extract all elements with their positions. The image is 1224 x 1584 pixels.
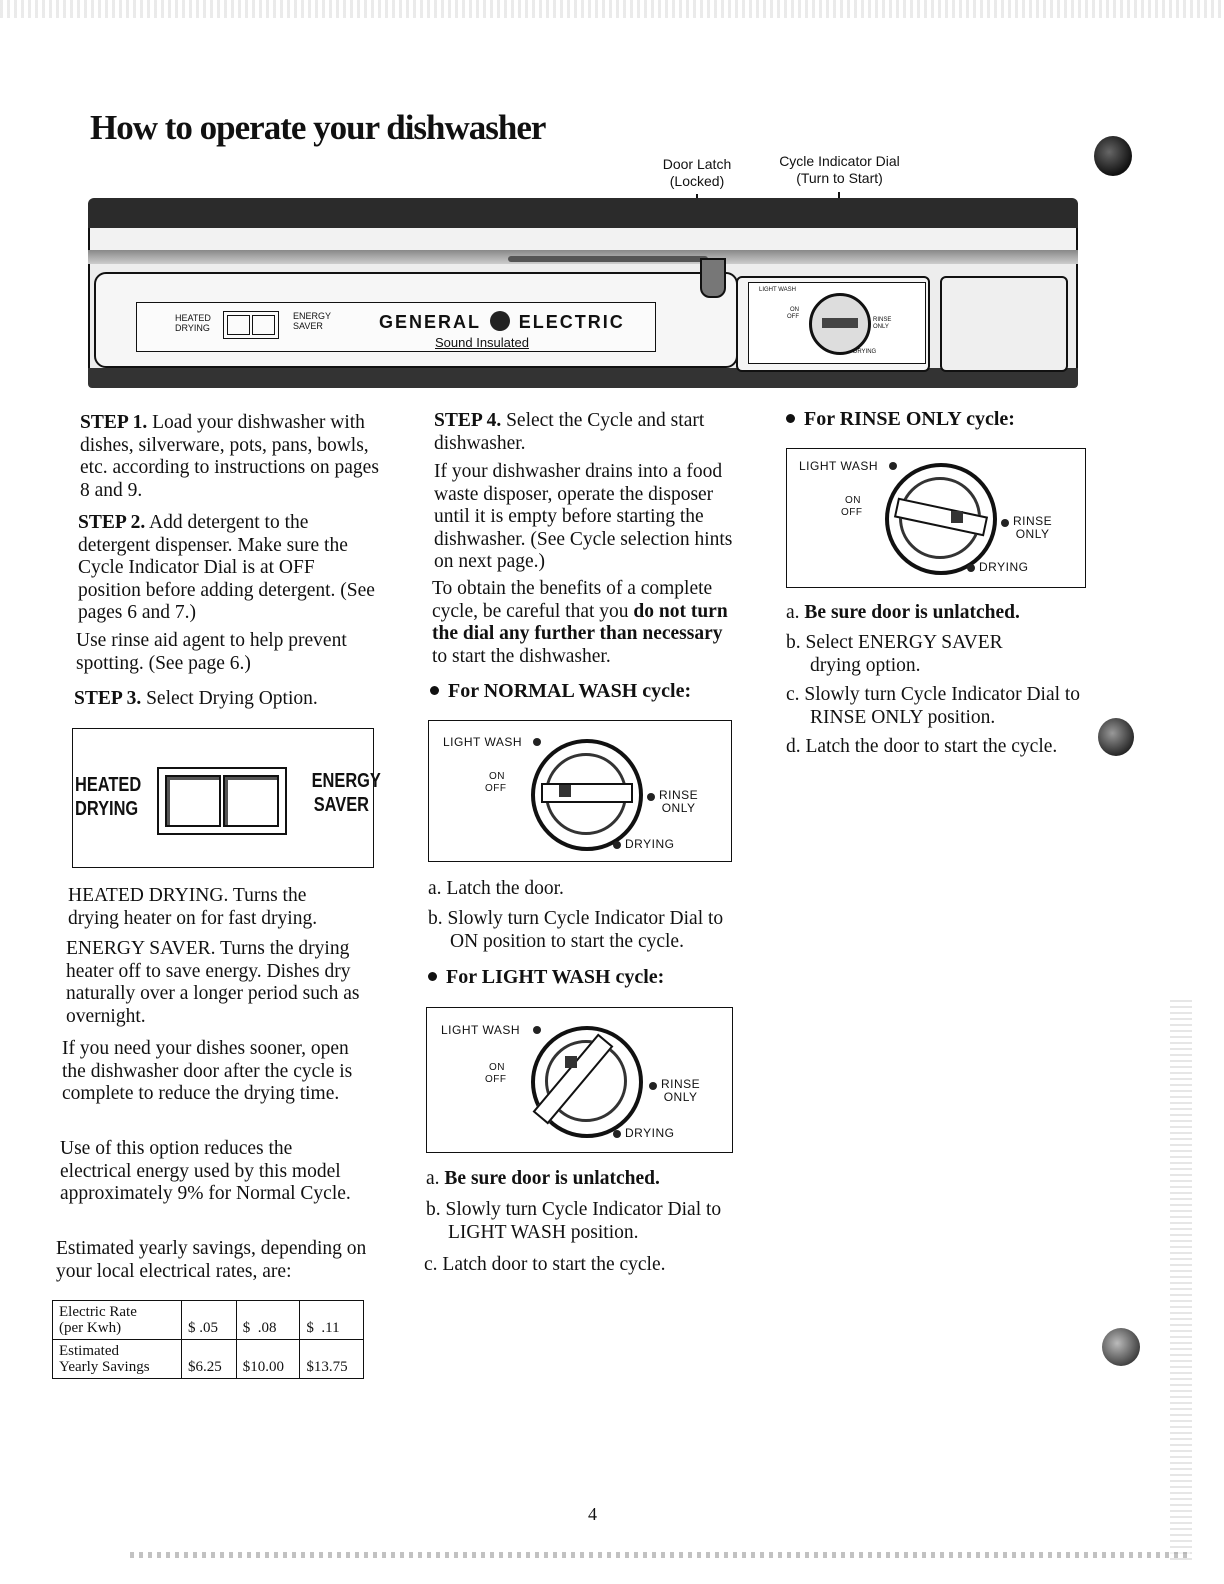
dial-rinse-label: RINSE ONLY [1013,514,1053,541]
panel-dial-light-wash: LIGHT WASH [759,287,797,293]
normal-step-b: b. Slowly turn Cycle Indicator Dial to ON position to start the cycle. [428,908,724,952]
light-dial-knob [531,1026,643,1138]
reduces-energy-paragraph: Use of this option reduces the electrical energy used by this model approximately 9% for Normal Cycle. [60,1138,351,1204]
dial-rinse-label: RINSE ONLY [661,1077,701,1104]
table-cell: $ .05 [182,1301,237,1340]
dial-drying-label: DRYING [979,560,1029,574]
rinse-step-b: b. Select ENERGY SAVER drying option. [786,632,1003,676]
cycle-dial-callout: Cycle Indicator Dial (Turn to Start) [779,153,900,186]
drying-options-diagram [72,728,381,868]
table-cell: $10.00 [236,1340,300,1379]
light-wash-dot [889,462,897,470]
panel-label-plate [136,302,656,352]
opt-heated-label: HEATED DRYING [75,774,142,820]
step4-paragraph: STEP 4. Select the Cycle and start dishwasher. [434,410,705,454]
drying-dot [967,564,975,572]
dial-on-label: ON [489,1062,505,1073]
normal-step-a: a. Latch the door. [428,878,564,899]
step1-paragraph: STEP 1. Load your dishwasher with dishes, silverware, pots, pans, bowls, etc. according to instructions on pages 8 and 9. [80,412,379,501]
dishes-sooner-paragraph: If you need your dishes sooner, open the dishwasher door after the cycle is complete to reduce the drying time. [62,1038,353,1104]
step2-paragraph: STEP 2. Add detergent to the detergent dispenser. Make sure the Cycle Indicator Dial is at OFF position before adding detergent. (See pages 6 and 7.) [78,512,375,623]
panel-right-housing [940,276,1068,372]
rinse-step-d: d. Latch the door to start the cycle. [786,736,1058,757]
savings-table [52,1300,364,1379]
step3-paragraph: STEP 3. Select Drying Option. [74,688,318,709]
panel-dial-knob [809,293,871,355]
dial-light-wash-label: LIGHT WASH [441,1023,521,1037]
binder-hole-bottom [1102,1328,1140,1366]
table-cell: $ .11 [300,1301,364,1340]
energy-saver-desc: ENERGY SAVER. Turns the drying heater off to save energy. Dishes dry naturally over a longer period such as overnight. [66,938,360,1027]
panel-energy-label: ENERGY SAVER [293,311,332,331]
panel-top-strip [88,198,1078,228]
panel-dial-drying: DRYING [853,349,877,355]
rinse-dial-knob [885,463,997,575]
rinse-step-a: a. Be sure door is unlatched. [786,602,1020,623]
ge-monogram-icon [490,311,510,331]
bullet-icon [430,686,439,695]
page-title: How to operate your dishwasher [90,108,546,147]
panel-heated-label: HEATED DRYING [175,313,211,333]
light-step-b: b. Slowly turn Cycle Indicator Dial to LIGHT WASH position. [426,1199,722,1243]
benefits-paragraph: To obtain the benefits of a complete cycle, be careful that you do not turn the dial any further than necessary to start the dishwasher. [432,578,728,667]
rinse-aid-paragraph: Use rinse aid agent to help prevent spotting. (See page 6.) [76,630,347,674]
table-cell: $13.75 [300,1340,364,1379]
bullet-icon [786,414,795,423]
rinse-step-c: c. Slowly turn Cycle Indicator Dial to RINSE ONLY position. [786,684,1081,728]
dial-on-label: ON [845,495,861,506]
door-latch-handle [508,256,708,262]
light-wash-dot [533,1026,541,1034]
table-cell: $6.25 [182,1340,237,1379]
rinse-only-heading: For RINSE ONLY cycle: [786,408,1015,431]
rinse-dot [647,793,655,801]
table-row [53,1301,364,1340]
normal-wash-heading: For NORMAL WASH cycle: [430,680,691,703]
light-wash-dot [533,738,541,746]
table-row [53,1340,364,1379]
dial-drying-label: DRYING [625,837,675,851]
table-cell: Electric Rate (per Kwh) [53,1301,182,1340]
disposer-paragraph: If your dishwasher drains into a food waste disposer, operate the disposer until it is empty before starting the dishwasher. (See Cycle selection hints on next page.) [434,461,733,572]
rinse-dot [649,1082,657,1090]
binder-hole-top [1094,136,1132,176]
sound-insulated-label: Sound Insulated [435,335,529,350]
dial-light-wash-label: LIGHT WASH [443,735,523,749]
panel-lip [88,228,1078,250]
normal-wash-dial-diagram [428,720,732,862]
top-scan-border [0,0,1224,18]
panel-bottom-strip [88,368,1078,388]
opt-energy-label: ENERGY SAVER [311,770,381,816]
light-step-a: a. Be sure door is unlatched. [426,1168,660,1189]
dial-off-label: OFF [841,507,863,518]
panel-dial-on-off: ON OFF [787,307,799,320]
right-edge-scan [1170,1000,1192,1560]
binder-hole-middle [1098,718,1134,756]
dial-off-label: OFF [485,783,507,794]
normal-dial-knob [531,739,643,851]
panel-drying-buttons [223,311,279,339]
rinse-only-dial-diagram [786,448,1086,588]
light-step-c: c. Latch door to start the cycle. [424,1254,666,1275]
bottom-scan-border [130,1552,1190,1558]
brand-logo: GENERAL ELECTRIC [379,312,625,332]
table-cell: $ .08 [236,1301,300,1340]
page-number: 4 [588,1504,597,1524]
dial-rinse-label: RINSE ONLY [659,788,699,815]
light-wash-dial-diagram [426,1007,733,1153]
door-latch-knob [700,258,726,298]
table-cell: Estimated Yearly Savings [53,1340,182,1379]
dial-light-wash-label: LIGHT WASH [799,459,879,473]
dial-on-label: ON [489,771,505,782]
heated-drying-button [157,767,287,835]
panel-dial-plate [748,282,926,364]
light-wash-heading: For LIGHT WASH cycle: [428,966,664,989]
rinse-dot [1001,519,1009,527]
bullet-icon [428,972,437,981]
control-panel-illustration [88,198,1078,390]
door-latch-callout: Door Latch (Locked) [662,156,732,189]
estimated-savings-paragraph: Estimated yearly savings, depending on your local electrical rates, are: [56,1238,367,1282]
drying-dot [613,1130,621,1138]
heated-drying-desc: HEATED DRYING. Turns the drying heater on for fast drying. [68,885,318,929]
panel-dial-rinse: RINSE ONLY [873,317,892,330]
dial-drying-label: DRYING [625,1126,675,1140]
dial-off-label: OFF [485,1074,507,1085]
drying-dot [613,841,621,849]
